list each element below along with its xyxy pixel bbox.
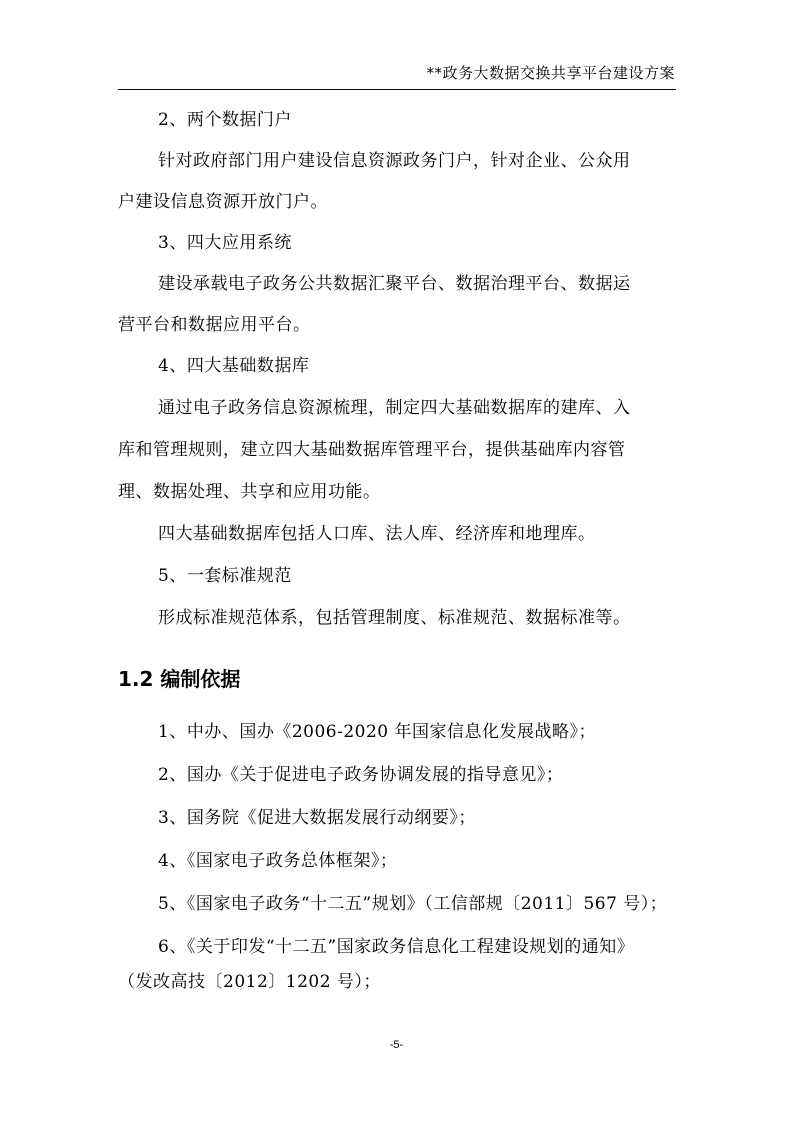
paragraph-line: 四大基础数据库包括人口库、法人库、经济库和地理库。: [158, 524, 596, 544]
running-header: **政务大数据交换共享平台建设方案: [426, 64, 675, 82]
paragraph-line: 营平台和数据应用平台。: [118, 315, 311, 335]
reference-item: 3、国务院《促进大数据发展行动纲要》；: [158, 808, 476, 828]
header-divider: [118, 89, 676, 90]
paragraph-line: 理、数据处理、共享和应用功能。: [118, 482, 381, 502]
paragraph-line: 通过电子政务信息资源梳理，制定四大基础数据库的建库、入: [158, 398, 631, 418]
list-heading-standards: 5、一套标准规范: [158, 566, 292, 586]
reference-item: 6、《关于印发“十二五”国家政务信息化工程建设规划的通知》: [158, 937, 635, 957]
list-heading-systems: 3、四大应用系统: [158, 233, 292, 253]
paragraph-line: 建设承载电子政务公共数据汇聚平台、数据治理平台、数据运: [158, 274, 631, 294]
list-heading-databases: 4、四大基础数据库: [158, 356, 310, 376]
paragraph-line: 户建设信息资源开放门户。: [118, 192, 328, 212]
list-heading-portals: 2、两个数据门户: [158, 110, 292, 130]
paragraph-line: 针对政府部门用户建设信息资源政务门户，针对企业、公众用: [158, 151, 631, 171]
paragraph-line: 形成标准规范体系，包括管理制度、标准规范、数据标准等。: [158, 608, 631, 628]
reference-item-continuation: （发改高技〔2012〕1202 号）；: [118, 972, 381, 992]
reference-item: 2、国办《关于促进电子政务协调发展的指导意见》；: [158, 765, 564, 785]
paragraph-line: 库和管理规则，建立四大基础数据库管理平台，提供基础库内容管: [118, 440, 626, 460]
reference-item: 5、《国家电子政务“十二五”规划》（工信部规〔2011〕567 号）；: [158, 894, 668, 914]
reference-item: 1、中办、国办《2006-2020 年国家信息化发展战略》；: [158, 722, 596, 742]
reference-item: 4、《国家电子政务总体框架》；: [158, 851, 398, 871]
section-heading: 1.2 编制依据: [118, 667, 241, 691]
page-number: -5-: [389, 1039, 404, 1051]
